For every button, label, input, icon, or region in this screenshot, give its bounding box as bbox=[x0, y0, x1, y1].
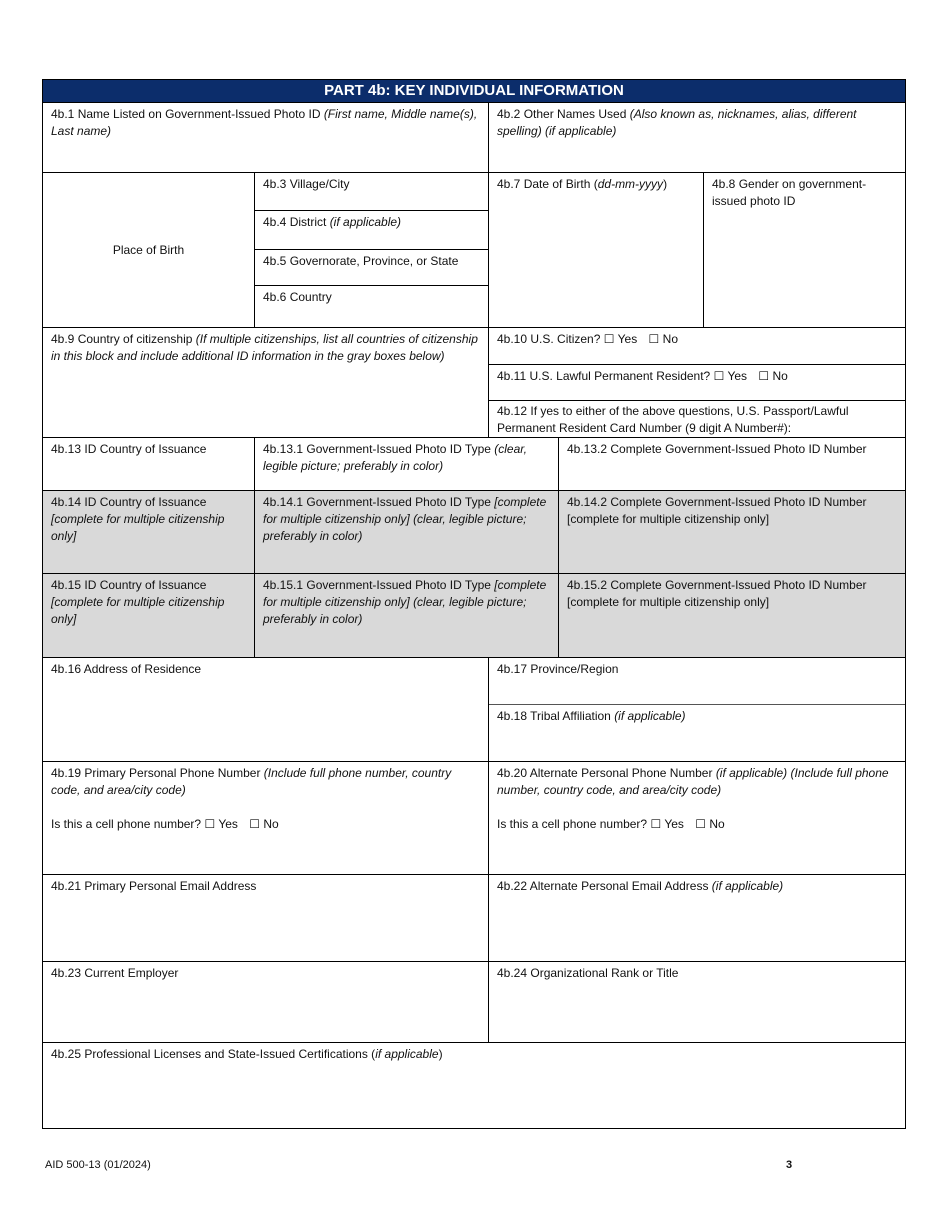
field-4b14-id-country[interactable] bbox=[43, 491, 254, 573]
field-4b24-rank-title[interactable] bbox=[489, 962, 905, 1042]
field-4b14-2-id-number[interactable] bbox=[559, 491, 905, 573]
field-4b25-licenses[interactable] bbox=[43, 1043, 905, 1128]
field-hint: dd-mm-yyyy bbox=[597, 177, 664, 191]
field-4b14-1-id-type[interactable] bbox=[255, 491, 558, 573]
key-individual-form bbox=[42, 79, 906, 1129]
field-4b7-date-of-birth[interactable] bbox=[489, 173, 703, 327]
field-label: 4b.3 Village/City bbox=[263, 177, 350, 191]
question-label: Is this a cell phone number? bbox=[51, 817, 202, 831]
field-hint: [complete for multiple citizenship only] (clear, legible picture; preferably in color) bbox=[263, 578, 547, 626]
field-label: 4b.5 Governorate, Province, or State bbox=[263, 254, 459, 268]
place-of-birth-text: Place of Birth bbox=[112, 242, 185, 257]
field-4b12-passport-number[interactable] bbox=[489, 401, 905, 437]
field-label: 4b.14.1 Government-Issued Photo ID Type bbox=[263, 495, 495, 509]
field-label: 4b.15 ID Country of Issuance bbox=[51, 578, 207, 592]
field-hint: (if applicable) bbox=[329, 215, 402, 229]
field-hint: [complete for multiple citizenship only] (clear, legible picture; preferably in color) bbox=[263, 495, 547, 543]
checkbox-icon[interactable]: ☐ bbox=[204, 817, 216, 831]
field-4b18-tribal-affiliation[interactable] bbox=[489, 705, 905, 761]
cell-phone-question bbox=[51, 816, 480, 833]
checkbox-icon[interactable]: ☐ bbox=[713, 369, 725, 383]
question-label: Is this a cell phone number? bbox=[497, 817, 648, 831]
field-4b9-citizenship[interactable] bbox=[43, 328, 488, 437]
checkbox-icon[interactable]: ☐ bbox=[648, 332, 660, 346]
field-4b17-province[interactable] bbox=[489, 658, 905, 704]
option-no: No bbox=[263, 817, 279, 831]
field-label: 4b.10 U.S. Citizen? bbox=[497, 332, 601, 346]
cell-phone-question bbox=[497, 816, 897, 833]
field-label: 4b.2 Other Names Used bbox=[497, 107, 630, 121]
checkbox-icon[interactable]: ☐ bbox=[249, 817, 261, 831]
field-4b10-us-citizen bbox=[489, 328, 905, 364]
field-4b5-governorate[interactable] bbox=[255, 250, 489, 285]
field-4b21-primary-email[interactable] bbox=[43, 875, 488, 961]
checkbox-icon[interactable]: ☐ bbox=[603, 332, 615, 346]
field-hint: if applicable bbox=[375, 1047, 439, 1061]
field-4b6-country[interactable] bbox=[255, 286, 489, 327]
option-yes: Yes bbox=[664, 817, 684, 831]
field-label: 4b.8 Gender on government-issued photo ID bbox=[712, 177, 867, 208]
field-label: 4b.15.1 Government-Issued Photo ID Type bbox=[263, 578, 495, 592]
field-label: 4b.13 ID Country of Issuance bbox=[51, 442, 207, 456]
field-hint: (First name, Middle name(s), Last name) bbox=[51, 107, 478, 138]
field-label: 4b.17 Province/Region bbox=[497, 662, 619, 676]
field-4b4-district[interactable] bbox=[255, 211, 489, 249]
field-label: 4b.25 Professional Licenses and State-Issued Certifications ( bbox=[51, 1047, 376, 1061]
option-no: No bbox=[772, 369, 788, 383]
field-4b20-alternate-phone[interactable] bbox=[489, 762, 905, 874]
option-yes: Yes bbox=[218, 817, 238, 831]
form-id: AID 500-13 (01/2024) bbox=[45, 1159, 151, 1171]
field-hint: (clear, legible picture; preferably in color) bbox=[263, 442, 527, 473]
field-label: 4b.16 Address of Residence bbox=[51, 662, 202, 676]
field-label: 4b.24 Organizational Rank or Title bbox=[497, 966, 679, 980]
field-hint: (if applicable) bbox=[711, 879, 784, 893]
field-hint: [complete for multiple citizenship only] bbox=[51, 512, 225, 543]
field-label: 4b.21 Primary Personal Email Address bbox=[51, 879, 257, 893]
checkbox-icon[interactable]: ☐ bbox=[695, 817, 707, 831]
field-label: 4b.15.2 Complete Government-Issued Photo ID Number bbox=[567, 578, 867, 592]
field-label: 4b.11 U.S. Lawful Permanent Resident? bbox=[497, 369, 711, 383]
field-hint: (Include full phone number, country code, and area/city code) bbox=[51, 766, 452, 797]
field-label: 4b.23 Current Employer bbox=[51, 966, 179, 980]
field-4b11-lpr bbox=[489, 365, 905, 400]
field-label: 4b.7 Date of Birth ( bbox=[497, 177, 598, 191]
field-4b13-2-id-number[interactable] bbox=[559, 438, 905, 490]
field-hint: (Also known as, nicknames, alias, different spelling) (if applicable) bbox=[497, 107, 857, 138]
field-4b15-id-country[interactable] bbox=[43, 574, 254, 657]
checkbox-icon[interactable]: ☐ bbox=[758, 369, 770, 383]
field-4b13-1-id-type[interactable] bbox=[255, 438, 558, 490]
field-label: 4b.1 Name Listed on Government-Issued Photo ID bbox=[51, 107, 324, 121]
field-label: 4b.9 Country of citizenship bbox=[51, 332, 196, 346]
option-yes: Yes bbox=[727, 369, 748, 383]
field-label: 4b.18 Tribal Affiliation bbox=[497, 709, 615, 723]
field-4b15-2-id-number[interactable] bbox=[559, 574, 905, 657]
field-label: 4b.6 Country bbox=[263, 290, 332, 304]
field-hint: (if applicable) (Include full phone number, country code, and area/city code) bbox=[497, 766, 889, 797]
field-4b15-1-id-type[interactable] bbox=[255, 574, 558, 657]
field-hint: (if applicable) bbox=[614, 709, 686, 723]
field-label: 4b.4 District bbox=[263, 215, 330, 229]
field-label: 4b.14 ID Country of Issuance bbox=[51, 495, 207, 509]
field-label: 4b.20 Alternate Personal Phone Number bbox=[497, 766, 716, 780]
field-4b13-id-country[interactable] bbox=[43, 438, 254, 490]
field-label: 4b.13.2 Complete Government-Issued Photo ID Number bbox=[567, 442, 867, 456]
field-4b23-employer[interactable] bbox=[43, 962, 488, 1042]
field-4b8-gender[interactable] bbox=[704, 173, 905, 327]
page-number: 3 bbox=[786, 1159, 793, 1171]
field-label-end: ) bbox=[438, 1047, 443, 1061]
field-label: 4b.13.1 Government-Issued Photo ID Type bbox=[263, 442, 495, 456]
field-4b2-other-names[interactable] bbox=[489, 103, 905, 172]
field-label: 4b.19 Primary Personal Phone Number bbox=[51, 766, 264, 780]
field-hint: [complete for multiple citizenship only] bbox=[51, 595, 225, 626]
option-no: No bbox=[709, 817, 725, 831]
field-label-end: ) bbox=[663, 177, 668, 191]
field-label: 4b.14.2 Complete Government-Issued Photo ID Number bbox=[567, 495, 867, 509]
field-4b3-village-city[interactable] bbox=[255, 173, 489, 210]
field-4b22-alternate-email[interactable] bbox=[489, 875, 905, 961]
field-hint: (If multiple citizenships, list all countries of citizenship in this block and include additional ID information in the gray boxes below) bbox=[51, 332, 478, 363]
field-hint: [complete for multiple citizenship only] bbox=[567, 595, 770, 609]
option-yes: Yes bbox=[617, 332, 638, 346]
field-label: 4b.12 If yes to either of the above questions, U.S. Passport/Lawful Permanent Resident Card Number (9 digit A Number#): bbox=[497, 404, 849, 435]
field-4b1-name[interactable] bbox=[43, 103, 488, 172]
field-4b19-primary-phone[interactable] bbox=[43, 762, 488, 874]
field-hint: [complete for multiple citizenship only] bbox=[567, 512, 770, 526]
field-4b16-address[interactable] bbox=[43, 658, 488, 761]
section-title: PART 4b: KEY INDIVIDUAL INFORMATION bbox=[43, 80, 905, 102]
place-of-birth-label bbox=[43, 173, 254, 327]
field-label: 4b.22 Alternate Personal Email Address bbox=[497, 879, 712, 893]
checkbox-icon[interactable]: ☐ bbox=[650, 817, 662, 831]
option-no: No bbox=[662, 332, 678, 346]
